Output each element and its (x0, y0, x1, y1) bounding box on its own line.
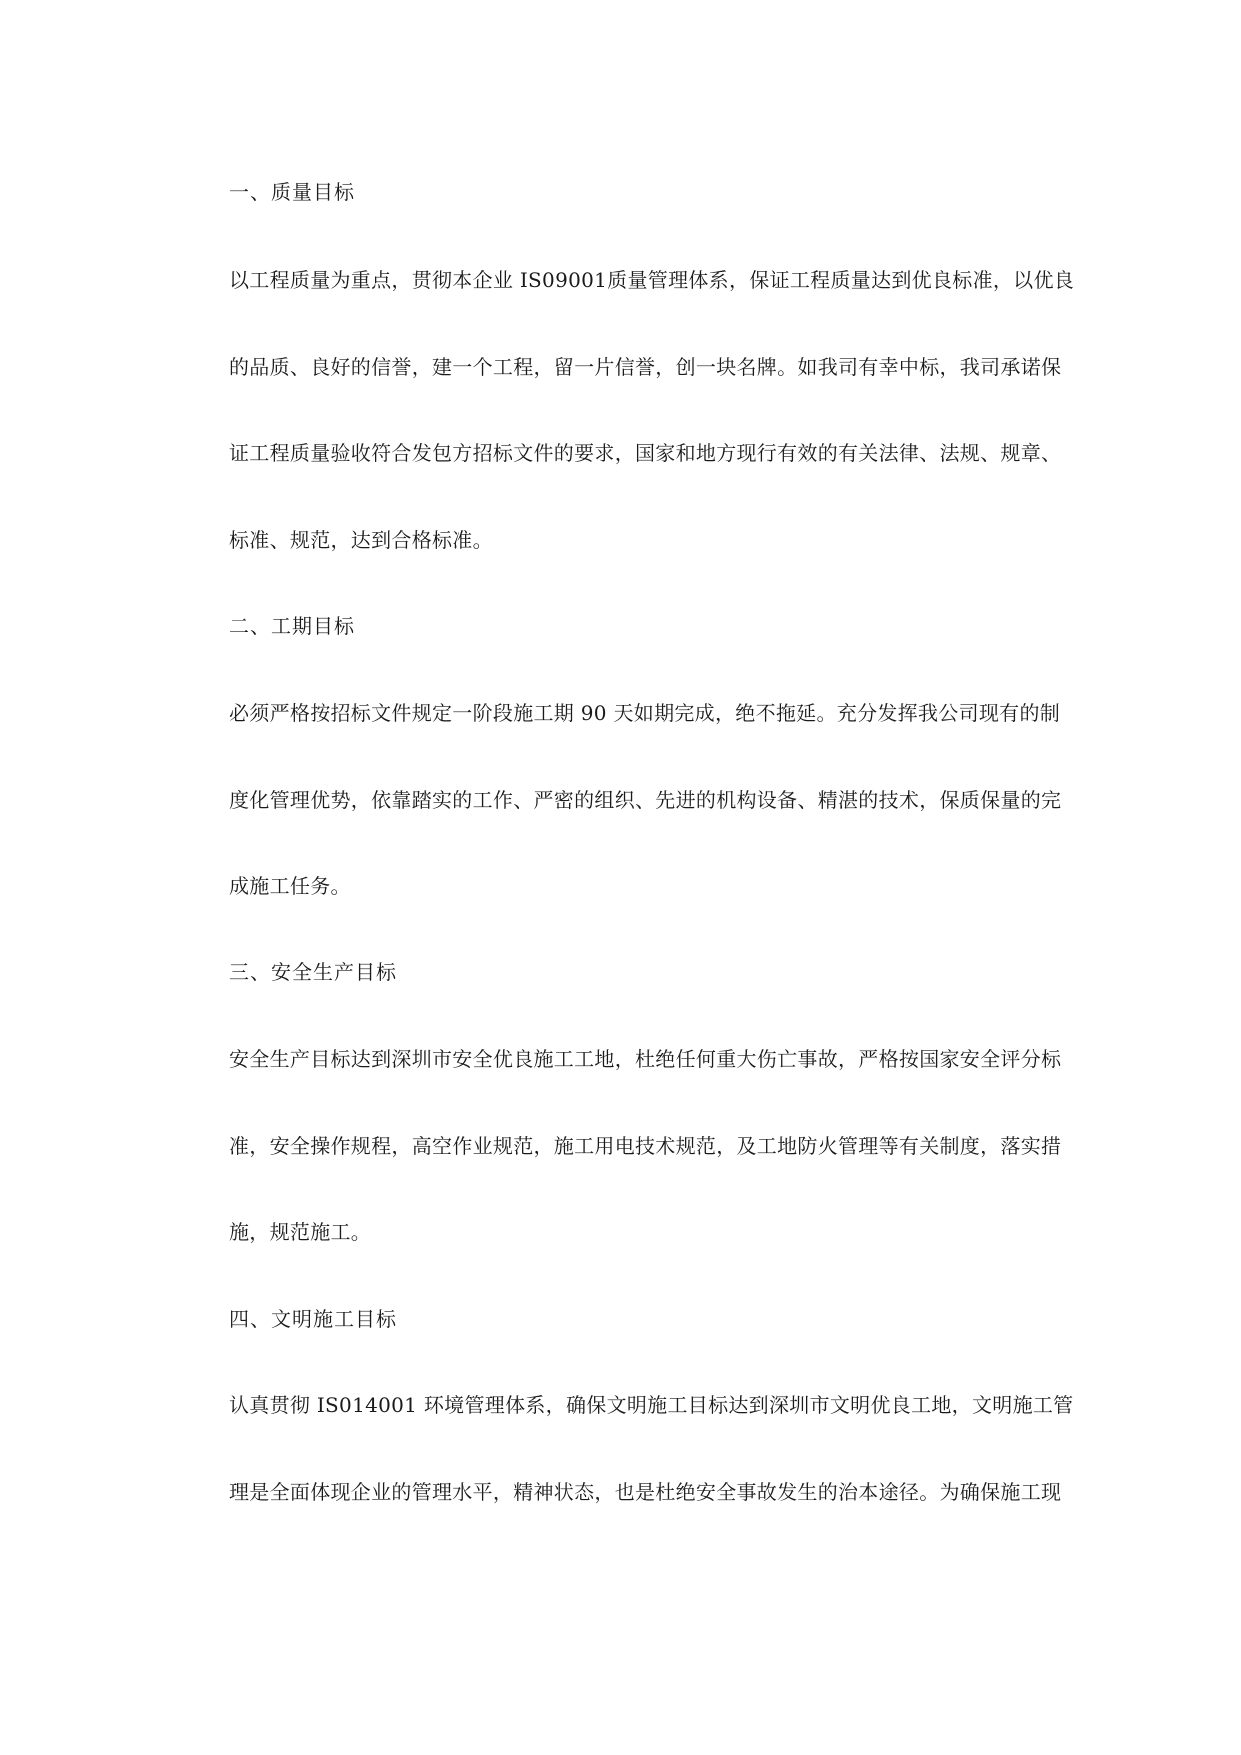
paragraph-line: 安全生产目标达到深圳市安全优良施工工地，杜绝任何重大伤亡事故，严格按国家安全评分标 (229, 1047, 1062, 1071)
paragraph-line: 理是全面体现企业的管理水平，精神状态，也是杜绝安全事故发生的治本途径。为确保施工现 (229, 1480, 1062, 1504)
paragraph-line: 标准、规范，达到合格标准。 (229, 528, 493, 552)
section-heading-civilized-construction: 四、文明施工目标 (229, 1307, 397, 1331)
paragraph-line: 度化管理优势，依靠踏实的工作、严密的组织、先进的机构设备、精湛的技术，保质保量的完 (229, 788, 1062, 812)
paragraph-line: 成施工任务。 (229, 874, 351, 898)
paragraph-line: 证工程质量验收符合发包方招标文件的要求，国家和地方现行有效的有关法律、法规、规章、 (229, 441, 1062, 465)
section-heading-quality: 一、质量目标 (229, 180, 355, 204)
paragraph-line: 施，规范施工。 (229, 1220, 372, 1244)
paragraph-line: 以工程质量为重点，贯彻本企业 IS09001质量管理体系，保证工程质量达到优良标准，以优良 (229, 268, 1075, 292)
section-heading-safety: 三、安全生产目标 (229, 960, 397, 984)
paragraph-line: 的品质、良好的信誉，建一个工程，留一片信誉，创一块名牌。如我司有幸中标，我司承诺保 (229, 355, 1062, 379)
paragraph-line: 必须严格按招标文件规定一阶段施工期 90 天如期完成，绝不拖延。充分发挥我公司现有的制 (229, 701, 1061, 725)
paragraph-line: 准，安全操作规程，高空作业规范，施工用电技术规范，及工地防火管理等有关制度，落实措 (229, 1134, 1062, 1158)
paragraph-line: 认真贯彻 IS014001 环境管理体系，确保文明施工目标达到深圳市文明优良工地，文明施工管 (229, 1393, 1074, 1417)
section-heading-schedule: 二、工期目标 (229, 614, 355, 638)
